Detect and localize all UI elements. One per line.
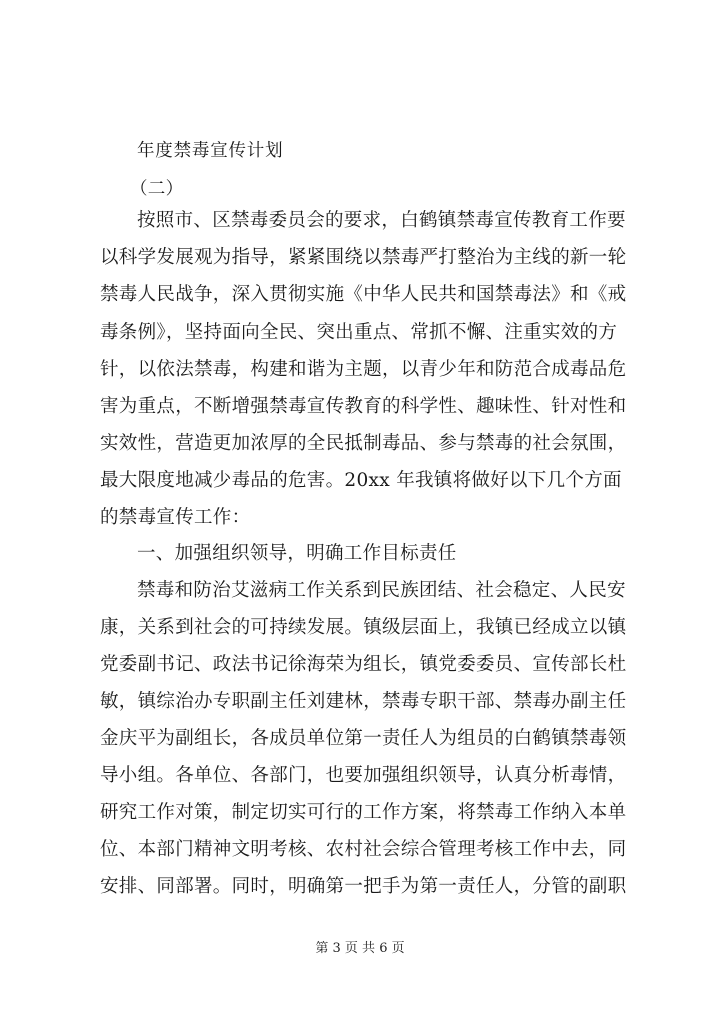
paragraph-line: 党委副书记、政法书记徐海荣为组长，镇党委委员、宣传部长杜 — [100, 654, 627, 675]
page-footer: 第 3 页 共 6 页 — [315, 941, 405, 956]
paragraph-line: 最大限度地减少毒品的危害。20xx 年我镇将做好以下几个方面 — [100, 470, 622, 491]
paragraph-line: 敏，镇综治办专职副主任刘建林，禁毒专职干部、禁毒办副主任 — [100, 691, 627, 712]
document-subtitle: （二） — [130, 179, 184, 199]
paragraph-line: 毒条例》，坚持面向全民、突出重点、常抓不懈、注重实效的方 — [100, 322, 618, 343]
paragraph-line: 针，以依法禁毒，构建和谐为主题，以青少年和防范合成毒品危 — [100, 359, 627, 380]
paragraph-line: 的禁毒宣传工作： — [100, 507, 251, 528]
paragraph-line: 康，关系到社会的可持续发展。镇级层面上，我镇已经成立以镇 — [100, 617, 627, 638]
paragraph-line: 以科学发展观为指导，紧紧围绕以禁毒严打整治为主线的新一轮 — [100, 247, 627, 268]
paragraph-line: 实效性，营造更加浓厚的全民抵制毒品、参与禁毒的社会氛围， — [100, 433, 627, 454]
paragraph-line: 禁毒和防治艾滋病工作关系到民族团结、社会稳定、人民安 — [137, 580, 626, 601]
paragraph-line: 研究工作对策，制定切实可行的工作方案，将禁毒工作纳入本单 — [100, 802, 627, 823]
paragraph-line: 按照市、区禁毒委员会的要求，白鹤镇禁毒宣传教育工作要 — [137, 210, 626, 231]
paragraph-line: 安排、同部署。同时，明确第一把手为第一责任人，分管的副职 — [100, 876, 627, 897]
document-title: 年度禁毒宣传计划 — [137, 141, 284, 161]
section-heading: 一、加强组织领导，明确工作目标责任 — [137, 543, 457, 564]
paragraph-line: 禁毒人民战争，深入贯彻实施《中华人民共和国禁毒法》和《戒 — [100, 284, 627, 305]
paragraph-line: 金庆平为副组长，各成员单位第一责任人为组员的白鹤镇禁毒领 — [100, 728, 627, 749]
paragraph-line: 害为重点，不断增强禁毒宣传教育的科学性、趣味性、针对性和 — [100, 396, 627, 417]
paragraph-line: 导小组。各单位、各部门，也要加强组织领导，认真分析毒情， — [100, 765, 627, 786]
paragraph-line: 位、本部门精神文明考核、农村社会综合管理考核工作中去，同 — [100, 839, 627, 860]
